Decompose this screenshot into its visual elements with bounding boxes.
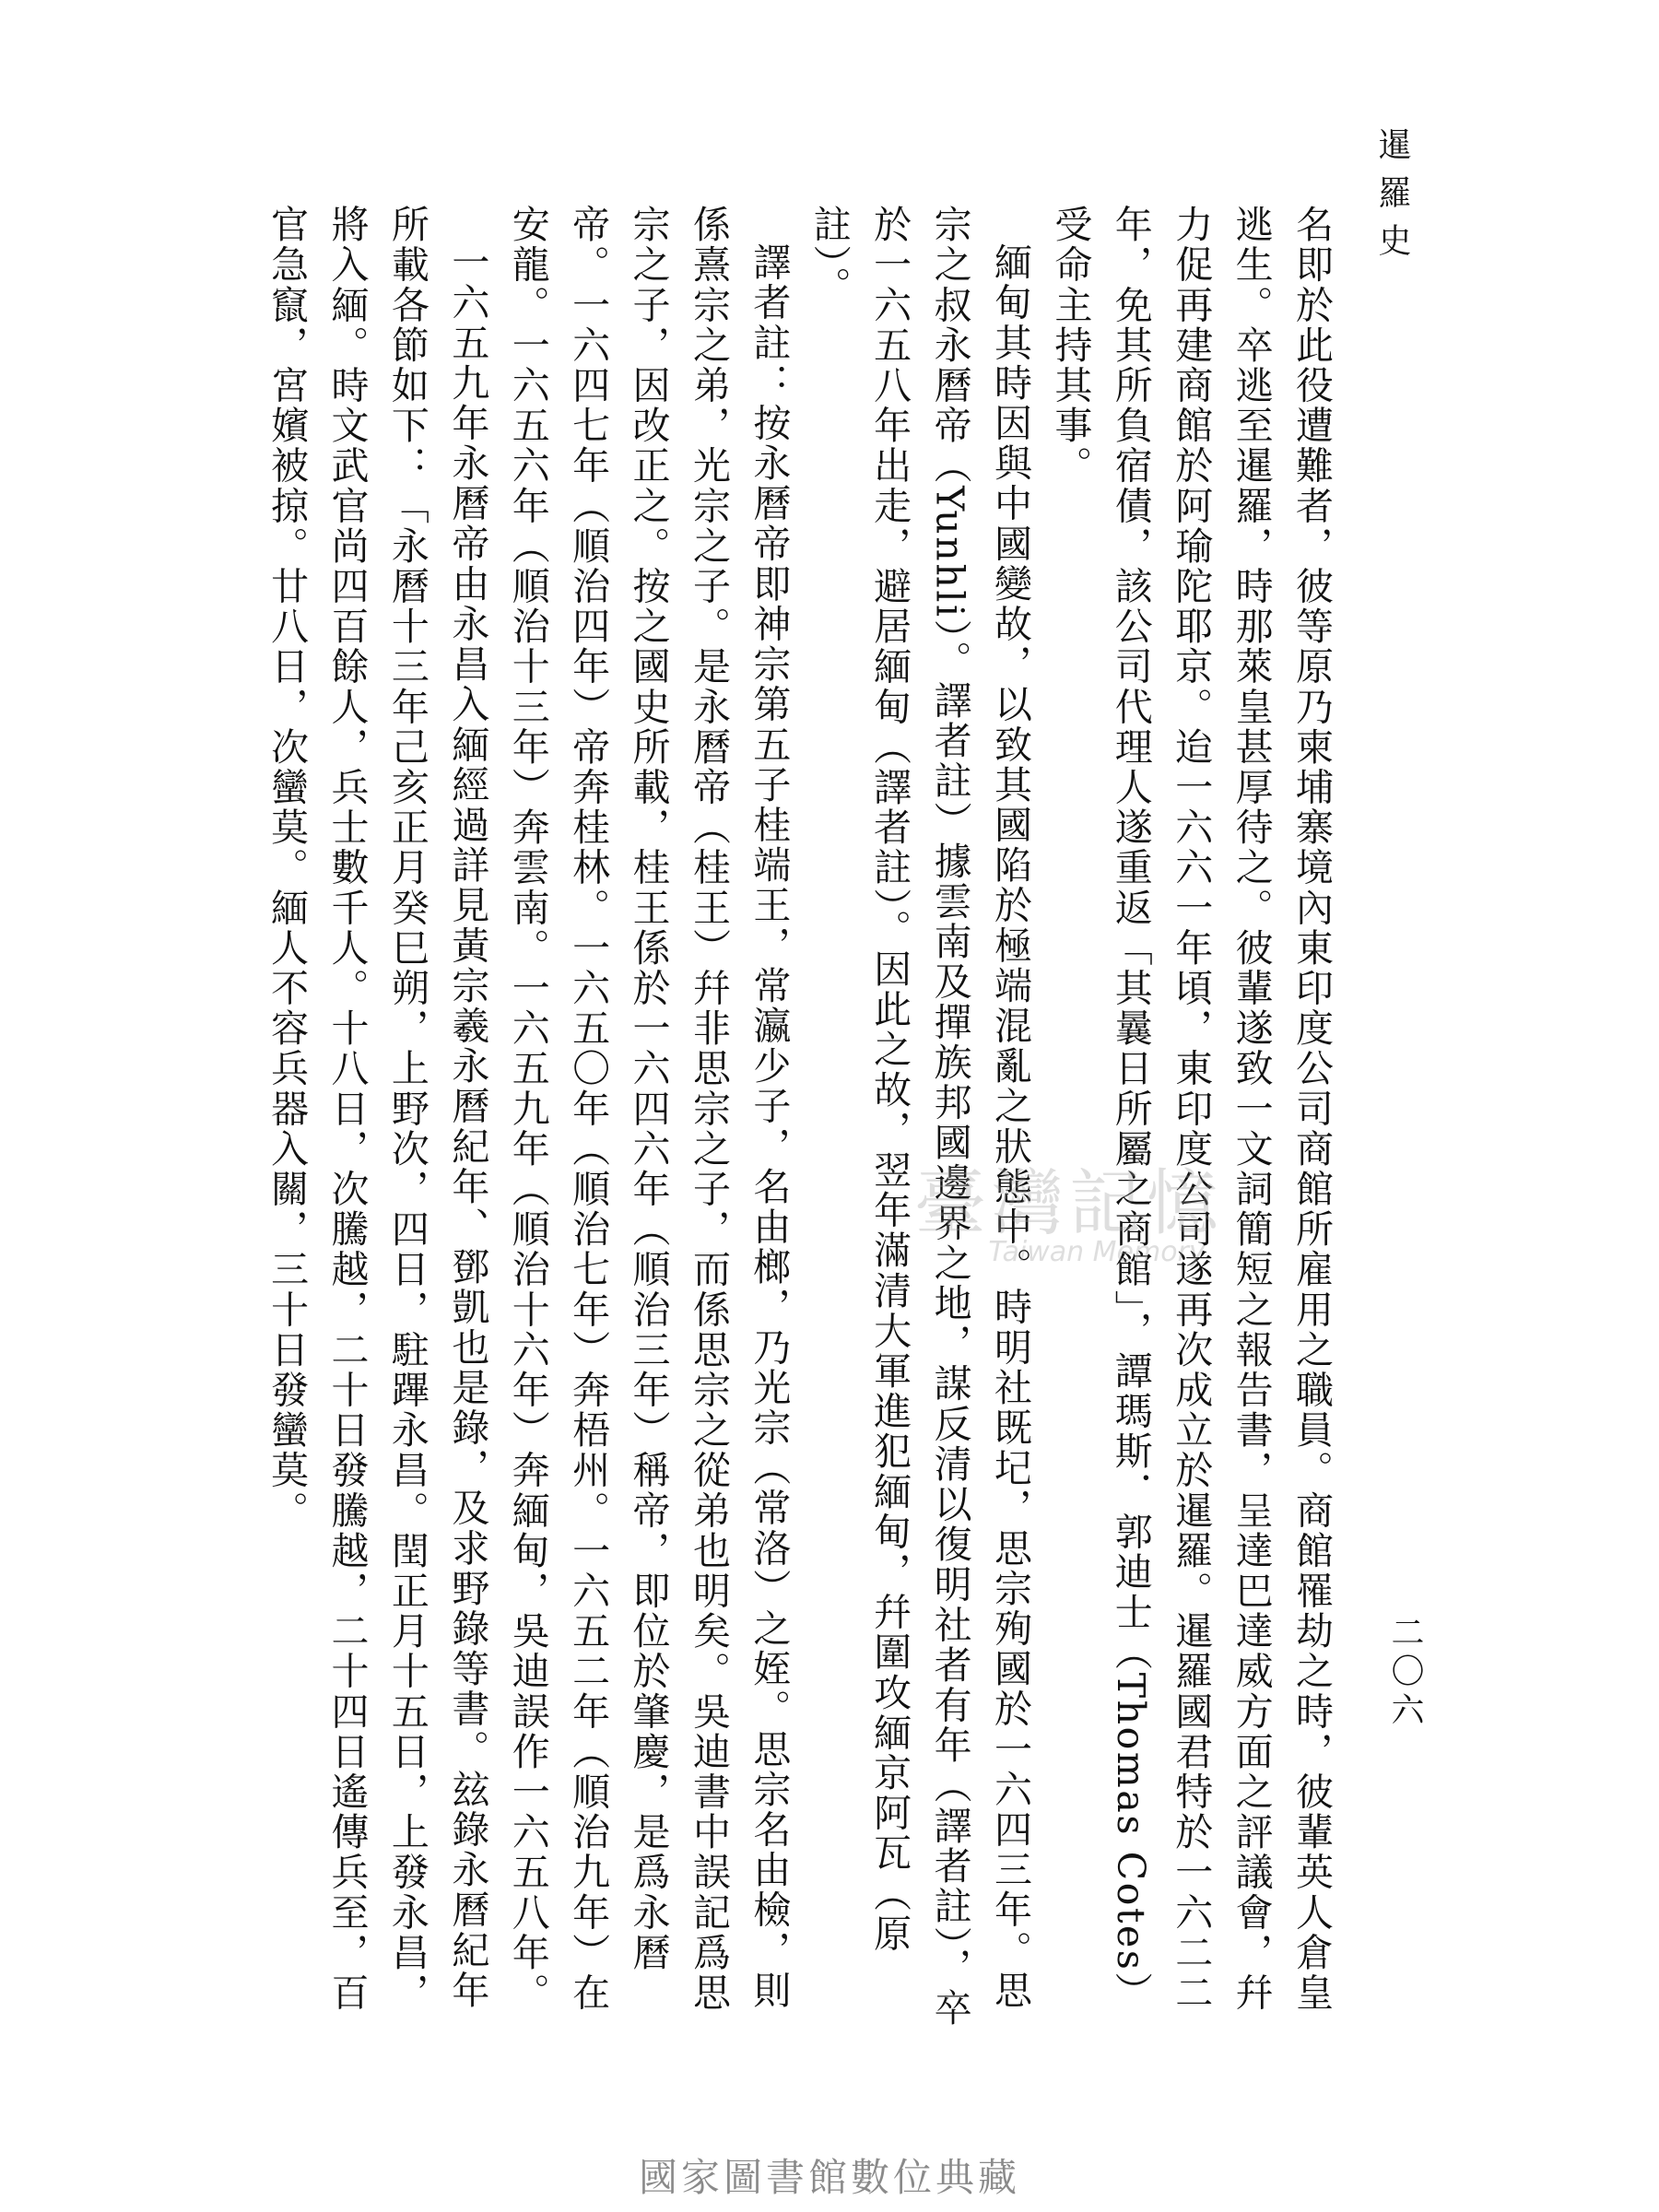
- svg-text:Taiwan Memory: Taiwan Memory: [988, 1236, 1206, 1268]
- body-text: [235, 205, 1341, 2039]
- paragraph-burma: 緬甸其時因與中國變故，以致其國陷於極端混亂之狀態中。時明社既圮，思宗殉國於一六四三年。思宗之叔永曆帝（Yunhli）。譯者註）據雲南及撣族邦國邊界之地，謀反清以復明社者有年（譯者註），卒於一六五八年出走，避居緬甸（譯者註）。因此之故，翌年滿清大軍進犯緬甸，幷圍攻緬京阿瓦（原註）。: [806, 205, 1032, 2029]
- digital-collection-credit: 國家圖書館數位典藏: [638, 2155, 1020, 2200]
- svg-text:臺灣記憶: 臺灣記憶: [913, 1162, 1225, 1245]
- paragraph-continuation: 名即於此役遭難者，彼等原乃柬埔寨境內東印度公司商館所雇用之職員。商館罹劫之時，彼輩英人倉皇逃生。卒逃至暹羅，時那萊皇甚厚待之。彼輩遂致一文詞簡短之報告書，呈達巴達威方面之評議會，幷力促再建商館於阿瑜陀耶京。迨一六六一年頃，東印度公司遂再次成立於暹羅。暹羅國君特於一六二二年，免其所負宿債，該公司代理人遂重返「其曩日所屬之商館」，譚瑪斯．郭迪士（Thomas Cotes）受命主持其事。: [1048, 205, 1334, 2013]
- paragraph-yongli-chronicle: 一六五九年永曆帝由永昌入緬經過詳見黃宗羲永曆紀年、鄧凱也是錄，及求野錄等書。玆錄永曆紀年所載各節如下：「永曆十三年己亥正月癸巳朔，上野次，四日，駐蹕永昌。閏正月十五日，上發永昌，將入緬。時文武官尚四百餘人，兵士數千人。十八日，次騰越，二十日發騰越，二十四日遙傳兵至，百官急竄，宮嬪被掠。廿八日，次蠻莫。緬人不容兵器入關，三十日發蠻莫。: [265, 205, 490, 2013]
- running-title: 暹羅史: [1373, 127, 1411, 271]
- page-number: 二〇六: [1386, 1615, 1424, 1731]
- translator-note: 譯者註：按永曆帝即神宗第五子桂端王，常瀛少子，名由榔，乃光宗（常洛）之姪。思宗名由檢，則係熹宗之弟，光宗之子。是永曆帝（桂王）幷非思宗之子，而係思宗之從弟也明矣。吳迪書中誤記爲思宗之子，因改正之。按之國史所載，桂王係於一六四六年（順治三年）稱帝，即位於肇慶，是爲永曆帝。一六四七年（順治四年）帝奔桂林。一六五〇年（順治七年）奔梧州。一六五二年（順治九年）在安龍。一六五六年（順治十三年）奔雲南。一六五九年（順治十六年）奔緬甸，吳迪誤作一六五八年。: [505, 205, 792, 2013]
